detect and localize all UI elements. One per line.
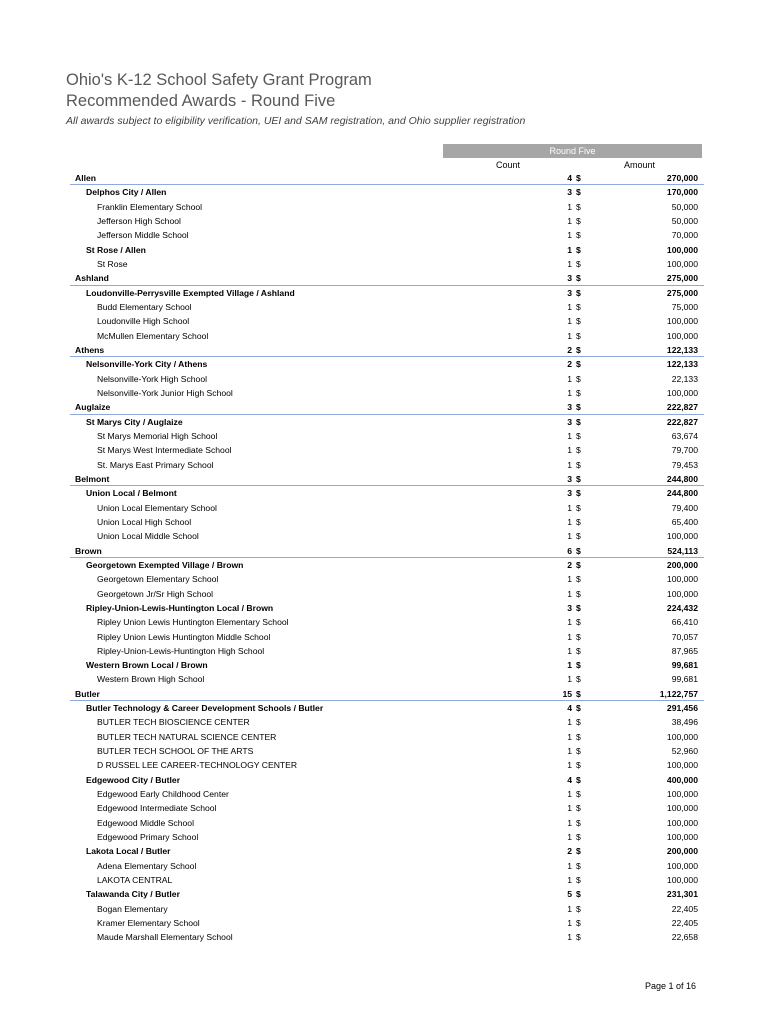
row-amount: 100,000 xyxy=(666,258,698,269)
row-amount: 231,301 xyxy=(666,889,698,900)
school-row xyxy=(70,587,704,601)
row-count: 1 xyxy=(567,631,572,642)
row-amount: 22,658 xyxy=(671,932,698,943)
row-name: Butler Technology & Career Development Schools / Butler xyxy=(86,703,324,714)
school-row xyxy=(70,257,704,271)
row-currency: $ xyxy=(576,774,581,785)
row-currency: $ xyxy=(576,688,581,699)
row-name: Talawanda City / Butler xyxy=(86,889,180,900)
row-count: 1 xyxy=(567,258,572,269)
row-count: 2 xyxy=(567,344,572,355)
row-currency: $ xyxy=(576,531,581,542)
row-amount: 87,965 xyxy=(671,645,698,656)
row-currency: $ xyxy=(576,344,581,355)
row-count: 2 xyxy=(567,359,572,370)
district-row xyxy=(70,887,704,901)
row-amount: 100,000 xyxy=(666,316,698,327)
school-row xyxy=(70,329,704,343)
row-name: St Marys West Intermediate School xyxy=(97,445,232,456)
row-amount: 79,700 xyxy=(671,445,698,456)
row-amount: 100,000 xyxy=(666,875,698,886)
row-amount: 100,000 xyxy=(666,803,698,814)
school-row xyxy=(70,200,704,214)
row-amount: 100,000 xyxy=(666,860,698,871)
district-row xyxy=(70,701,704,715)
row-name: Budd Elementary School xyxy=(97,301,192,312)
row-count: 1 xyxy=(567,244,572,255)
round-band-header: Round Five xyxy=(443,144,702,158)
county-row xyxy=(70,472,704,486)
school-row xyxy=(70,515,704,529)
row-amount: 100,000 xyxy=(666,760,698,771)
row-name: Western Brown High School xyxy=(97,674,205,685)
school-row xyxy=(70,214,704,228)
row-name: St Rose / Allen xyxy=(86,244,146,255)
school-row xyxy=(70,859,704,873)
row-amount: 63,674 xyxy=(671,430,698,441)
county-row xyxy=(70,544,704,558)
row-name: Georgetown Exempted Village / Brown xyxy=(86,559,244,570)
school-row xyxy=(70,458,704,472)
row-count: 1 xyxy=(567,760,572,771)
school-row xyxy=(70,801,704,815)
row-count: 1 xyxy=(567,875,572,886)
row-count: 1 xyxy=(567,674,572,685)
row-currency: $ xyxy=(576,674,581,685)
row-name: Edgewood Primary School xyxy=(97,832,199,843)
report-subtitle: Recommended Awards - Round Five xyxy=(66,92,336,110)
row-currency: $ xyxy=(576,502,581,513)
row-amount: 100,000 xyxy=(666,817,698,828)
row-count: 1 xyxy=(567,731,572,742)
row-count: 3 xyxy=(567,416,572,427)
school-row xyxy=(70,228,704,242)
row-count: 1 xyxy=(567,717,572,728)
row-name: Bogan Elementary xyxy=(97,903,168,914)
row-currency: $ xyxy=(576,173,581,183)
row-currency: $ xyxy=(576,645,581,656)
report-note: All awards subject to eligibility verification, UEI and SAM registration, and Ohio supplier registration xyxy=(66,115,526,127)
row-count: 1 xyxy=(567,746,572,757)
row-amount: 70,000 xyxy=(671,230,698,241)
row-currency: $ xyxy=(576,459,581,470)
row-count: 3 xyxy=(567,602,572,613)
row-currency: $ xyxy=(576,631,581,642)
row-name: Loudonville High School xyxy=(97,316,190,327)
row-currency: $ xyxy=(576,731,581,742)
row-count: 1 xyxy=(567,660,572,671)
row-currency: $ xyxy=(576,201,581,212)
row-name: St Rose xyxy=(97,258,128,269)
row-amount: 275,000 xyxy=(666,273,698,284)
school-row xyxy=(70,758,704,772)
row-amount: 100,000 xyxy=(666,531,698,542)
row-name: Union Local High School xyxy=(97,516,192,527)
row-currency: $ xyxy=(576,889,581,900)
row-currency: $ xyxy=(576,545,581,556)
row-amount: 100,000 xyxy=(666,789,698,800)
row-amount: 100,000 xyxy=(666,731,698,742)
row-count: 1 xyxy=(567,230,572,241)
row-amount: 70,057 xyxy=(671,631,698,642)
district-row xyxy=(70,185,704,199)
report-title: Ohio's K-12 School Safety Grant Program xyxy=(66,71,372,89)
district-row xyxy=(70,243,704,257)
row-name: Nelsonville-York Junior High School xyxy=(97,387,233,398)
row-name: Ashland xyxy=(75,273,109,284)
row-amount: 400,000 xyxy=(666,774,698,785)
row-count: 1 xyxy=(567,803,572,814)
row-currency: $ xyxy=(576,746,581,757)
school-row xyxy=(70,630,704,644)
district-row xyxy=(70,357,704,371)
row-name: St. Marys East Primary School xyxy=(97,459,214,470)
row-currency: $ xyxy=(576,387,581,398)
row-currency: $ xyxy=(576,287,581,298)
row-count: 1 xyxy=(567,918,572,929)
row-currency: $ xyxy=(576,932,581,943)
row-currency: $ xyxy=(576,875,581,886)
row-amount: 99,681 xyxy=(671,660,698,671)
row-amount: 22,405 xyxy=(671,918,698,929)
row-count: 4 xyxy=(567,703,572,714)
row-name: Belmont xyxy=(75,473,110,484)
row-count: 1 xyxy=(567,316,572,327)
row-name: McMullen Elementary School xyxy=(97,330,209,341)
row-currency: $ xyxy=(576,316,581,327)
row-count: 4 xyxy=(567,173,572,183)
school-row xyxy=(70,314,704,328)
school-row xyxy=(70,916,704,930)
row-currency: $ xyxy=(576,416,581,427)
district-row xyxy=(70,415,704,429)
row-amount: 100,000 xyxy=(666,244,698,255)
row-amount: 50,000 xyxy=(671,215,698,226)
county-row xyxy=(70,343,704,357)
row-count: 1 xyxy=(567,617,572,628)
row-amount: 99,681 xyxy=(671,674,698,685)
row-name: Delphos City / Allen xyxy=(86,187,167,198)
row-count: 3 xyxy=(567,287,572,298)
row-amount: 275,000 xyxy=(666,287,698,298)
row-name: St Marys City / Auglaize xyxy=(86,416,183,427)
row-count: 3 xyxy=(567,402,572,413)
row-count: 5 xyxy=(567,889,572,900)
row-currency: $ xyxy=(576,273,581,284)
row-count: 1 xyxy=(567,574,572,585)
school-row xyxy=(70,902,704,916)
school-row xyxy=(70,615,704,629)
row-currency: $ xyxy=(576,559,581,570)
row-count: 1 xyxy=(567,215,572,226)
school-row xyxy=(70,744,704,758)
row-count: 1 xyxy=(567,645,572,656)
county-row xyxy=(70,171,704,185)
row-name: Union Local Elementary School xyxy=(97,502,217,513)
row-amount: 100,000 xyxy=(666,574,698,585)
row-amount: 244,800 xyxy=(666,473,698,484)
school-row xyxy=(70,501,704,515)
row-amount: 100,000 xyxy=(666,588,698,599)
row-name: Ripley Union Lewis Huntington Middle School xyxy=(97,631,271,642)
row-amount: 50,000 xyxy=(671,201,698,212)
row-amount: 22,133 xyxy=(671,373,698,384)
row-count: 1 xyxy=(567,932,572,943)
row-count: 6 xyxy=(567,545,572,556)
row-name: Ripley Union Lewis Huntington Elementary School xyxy=(97,617,289,628)
county-row xyxy=(70,400,704,414)
row-amount: 65,400 xyxy=(671,516,698,527)
row-count: 1 xyxy=(567,445,572,456)
row-currency: $ xyxy=(576,359,581,370)
row-name: Auglaize xyxy=(75,402,111,413)
row-amount: 200,000 xyxy=(666,559,698,570)
row-currency: $ xyxy=(576,574,581,585)
row-currency: $ xyxy=(576,760,581,771)
row-name: St Marys Memorial High School xyxy=(97,430,218,441)
row-name: Allen xyxy=(75,173,97,183)
row-currency: $ xyxy=(576,373,581,384)
row-count: 1 xyxy=(567,430,572,441)
school-row xyxy=(70,429,704,443)
row-name: Georgetown Jr/Sr High School xyxy=(97,588,214,599)
school-row xyxy=(70,873,704,887)
row-count: 1 xyxy=(567,330,572,341)
row-currency: $ xyxy=(576,703,581,714)
row-count: 1 xyxy=(567,201,572,212)
row-currency: $ xyxy=(576,445,581,456)
school-row xyxy=(70,386,704,400)
row-currency: $ xyxy=(576,258,581,269)
row-name: BUTLER TECH SCHOOL OF THE ARTS xyxy=(97,746,254,757)
row-currency: $ xyxy=(576,602,581,613)
school-row xyxy=(70,715,704,729)
row-name: D RUSSEL LEE CAREER-TECHNOLOGY CENTER xyxy=(97,760,298,771)
row-name: Jefferson High School xyxy=(97,215,181,226)
school-row xyxy=(70,672,704,686)
awards-table xyxy=(70,171,704,945)
school-row xyxy=(70,930,704,944)
row-name: Butler xyxy=(75,688,100,699)
district-row xyxy=(70,773,704,787)
row-count: 2 xyxy=(567,846,572,857)
row-name: BUTLER TECH NATURAL SCIENCE CENTER xyxy=(97,731,277,742)
row-amount: 1,122,757 xyxy=(659,688,698,699)
school-row xyxy=(70,300,704,314)
row-name: Western Brown Local / Brown xyxy=(86,660,208,671)
row-name: Jefferson Middle School xyxy=(97,230,189,241)
district-row xyxy=(70,844,704,858)
row-currency: $ xyxy=(576,516,581,527)
row-count: 4 xyxy=(567,774,572,785)
row-count: 3 xyxy=(567,273,572,284)
row-amount: 79,400 xyxy=(671,502,698,513)
row-count: 1 xyxy=(567,817,572,828)
school-row xyxy=(70,372,704,386)
row-amount: 38,496 xyxy=(671,717,698,728)
row-currency: $ xyxy=(576,402,581,413)
row-name: Edgewood Intermediate School xyxy=(97,803,217,814)
county-row xyxy=(70,271,704,285)
school-row xyxy=(70,830,704,844)
row-count: 1 xyxy=(567,387,572,398)
district-row xyxy=(70,658,704,672)
row-currency: $ xyxy=(576,430,581,441)
row-name: Ripley-Union-Lewis-Huntington High School xyxy=(97,645,265,656)
row-name: Georgetown Elementary School xyxy=(97,574,219,585)
row-name: Athens xyxy=(75,344,105,355)
school-row xyxy=(70,443,704,457)
count-column-header: Count xyxy=(495,160,520,170)
row-currency: $ xyxy=(576,789,581,800)
row-amount: 100,000 xyxy=(666,387,698,398)
district-row xyxy=(70,286,704,300)
row-name: Ripley-Union-Lewis-Huntington Local / Brown xyxy=(86,602,274,613)
row-amount: 224,432 xyxy=(666,602,698,613)
row-count: 3 xyxy=(567,187,572,198)
row-amount: 66,410 xyxy=(671,617,698,628)
row-name: Lakota Local / Butler xyxy=(86,846,171,857)
row-currency: $ xyxy=(576,717,581,728)
row-currency: $ xyxy=(576,588,581,599)
row-currency: $ xyxy=(576,330,581,341)
row-amount: 270,000 xyxy=(666,173,698,183)
row-currency: $ xyxy=(576,473,581,484)
row-name: Union Local Middle School xyxy=(97,531,199,542)
row-amount: 52,960 xyxy=(671,746,698,757)
row-amount: 122,133 xyxy=(666,344,698,355)
row-count: 1 xyxy=(567,373,572,384)
row-count: 1 xyxy=(567,531,572,542)
row-name: Edgewood City / Butler xyxy=(86,774,181,785)
row-amount: 75,000 xyxy=(671,301,698,312)
row-name: Union Local / Belmont xyxy=(86,488,177,499)
row-amount: 291,456 xyxy=(666,703,698,714)
row-count: 3 xyxy=(567,473,572,484)
row-count: 3 xyxy=(567,488,572,499)
row-amount: 100,000 xyxy=(666,330,698,341)
row-amount: 200,000 xyxy=(666,846,698,857)
school-row xyxy=(70,529,704,543)
row-name: Nelsonville-York High School xyxy=(97,373,208,384)
row-currency: $ xyxy=(576,660,581,671)
row-currency: $ xyxy=(576,803,581,814)
row-name: Adena Elementary School xyxy=(97,860,197,871)
row-name: Maude Marshall Elementary School xyxy=(97,932,233,943)
row-count: 1 xyxy=(567,860,572,871)
row-amount: 122,133 xyxy=(666,359,698,370)
row-amount: 244,800 xyxy=(666,488,698,499)
row-name: Edgewood Middle School xyxy=(97,817,194,828)
school-row xyxy=(70,572,704,586)
row-currency: $ xyxy=(576,918,581,929)
row-currency: $ xyxy=(576,860,581,871)
row-amount: 222,827 xyxy=(666,402,698,413)
school-row xyxy=(70,644,704,658)
page-number: Page 1 of 16 xyxy=(645,981,697,991)
district-row xyxy=(70,486,704,500)
row-currency: $ xyxy=(576,903,581,914)
district-row xyxy=(70,601,704,615)
row-amount: 79,453 xyxy=(671,459,698,470)
report-header xyxy=(66,70,525,127)
row-name: Edgewood Early Childhood Center xyxy=(97,789,229,800)
row-currency: $ xyxy=(576,817,581,828)
row-name: BUTLER TECH BIOSCIENCE CENTER xyxy=(97,717,250,728)
row-currency: $ xyxy=(576,301,581,312)
row-amount: 170,000 xyxy=(666,187,698,198)
row-amount: 222,827 xyxy=(666,416,698,427)
school-row xyxy=(70,730,704,744)
row-currency: $ xyxy=(576,846,581,857)
county-row xyxy=(70,687,704,701)
row-count: 1 xyxy=(567,502,572,513)
row-currency: $ xyxy=(576,230,581,241)
row-name: Kramer Elementary School xyxy=(97,918,200,929)
row-count: 2 xyxy=(567,559,572,570)
row-count: 1 xyxy=(567,789,572,800)
row-count: 1 xyxy=(567,832,572,843)
district-row xyxy=(70,558,704,572)
row-count: 1 xyxy=(567,588,572,599)
row-currency: $ xyxy=(576,617,581,628)
row-amount: 22,405 xyxy=(671,903,698,914)
school-row xyxy=(70,816,704,830)
row-currency: $ xyxy=(576,187,581,198)
row-name: LAKOTA CENTRAL xyxy=(97,875,173,886)
amount-column-header: Amount xyxy=(623,160,655,170)
row-name: Nelsonville-York City / Athens xyxy=(86,359,208,370)
row-count: 1 xyxy=(567,903,572,914)
row-name: Brown xyxy=(75,545,102,556)
row-count: 15 xyxy=(562,688,572,699)
row-currency: $ xyxy=(576,215,581,226)
row-currency: $ xyxy=(576,832,581,843)
row-amount: 524,113 xyxy=(667,545,698,556)
school-row xyxy=(70,787,704,801)
row-count: 1 xyxy=(567,516,572,527)
row-count: 1 xyxy=(567,301,572,312)
row-currency: $ xyxy=(576,244,581,255)
row-amount: 100,000 xyxy=(666,832,698,843)
row-count: 1 xyxy=(567,459,572,470)
row-name: Loudonville-Perrysville Exempted Village / Ashland xyxy=(86,287,295,298)
row-currency: $ xyxy=(576,488,581,499)
row-name: Franklin Elementary School xyxy=(97,201,203,212)
